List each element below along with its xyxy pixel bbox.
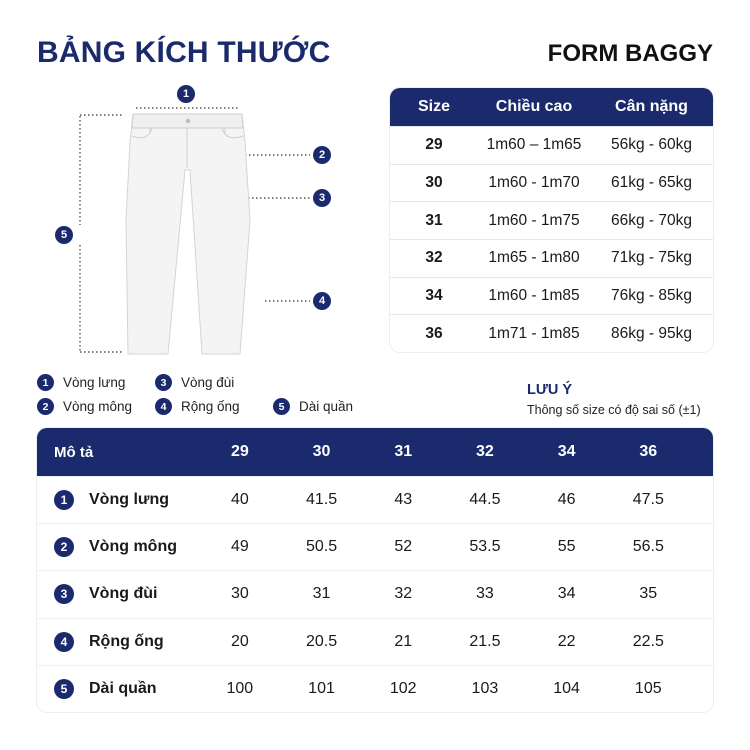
header-size-31: 31 (394, 443, 413, 460)
height-cell: 1m60 – 1m65 (486, 136, 582, 154)
table-row (390, 277, 713, 315)
legend-label: Vòng đùi (181, 375, 235, 390)
header-weight: Cân nặng (615, 98, 688, 115)
legend-marker: 3 (155, 374, 172, 391)
table-row (37, 665, 713, 712)
legend-label: Vòng mông (63, 399, 133, 414)
value-cell: 21 (394, 632, 413, 650)
marker-5: 5 (55, 226, 73, 244)
row-label: Vòng lưng (89, 491, 170, 509)
table-row (390, 164, 713, 202)
header-size-30: 30 (312, 443, 331, 460)
legend-item-thigh (155, 374, 234, 391)
row-label: Dài quần (89, 679, 157, 697)
value-cell: 22 (557, 632, 576, 650)
value-cell: 49 (230, 538, 249, 556)
row-marker: 4 (54, 632, 74, 652)
measurement-table-header (37, 428, 713, 476)
value-cell: 21.5 (469, 632, 501, 650)
size-table-header (390, 88, 713, 126)
legend-item-leg-opening (155, 398, 240, 415)
size-cell: 36 (425, 324, 443, 342)
table-row (37, 570, 713, 617)
value-cell: 43 (394, 491, 413, 509)
table-row (37, 618, 713, 665)
legend-marker: 4 (155, 398, 172, 415)
header-height: Chiều cao (495, 98, 573, 115)
value-cell: 104 (553, 679, 580, 697)
pants-illustration (40, 80, 340, 370)
value-cell: 101 (308, 679, 335, 697)
size-cell: 30 (425, 174, 443, 192)
value-cell: 35 (639, 585, 658, 603)
row-description (37, 584, 199, 604)
legend-item-hip (37, 398, 132, 415)
row-description (37, 537, 199, 557)
size-cell: 32 (425, 249, 443, 267)
value-cell: 30 (230, 585, 249, 603)
value-cell: 31 (312, 585, 331, 603)
row-label: Vòng mông (89, 538, 177, 556)
weight-cell: 86kg - 95kg (611, 324, 692, 342)
row-label: Vòng đùi (89, 585, 158, 603)
row-label: Rộng ống (89, 632, 164, 650)
value-cell: 46 (557, 491, 576, 509)
note-text: Thông số size có độ sai số (±1) (527, 403, 701, 417)
value-cell: 53.5 (469, 538, 501, 556)
value-cell: 20 (230, 632, 249, 650)
weight-cell: 76kg - 85kg (611, 287, 692, 305)
legend-label: Rộng ống (181, 399, 240, 414)
height-cell: 1m60 - 1m85 (488, 287, 580, 305)
table-row (390, 314, 713, 352)
table-row (390, 201, 713, 239)
value-cell: 33 (476, 585, 494, 603)
marker-4: 4 (313, 292, 331, 310)
value-cell: 103 (471, 679, 499, 697)
legend-label: Vòng lưng (63, 375, 126, 390)
legend-item-length (273, 398, 353, 415)
value-cell: 55 (557, 538, 576, 556)
row-description (37, 490, 199, 510)
header-description: Mô tả (54, 443, 94, 461)
note-title: LƯU Ý (527, 382, 573, 398)
table-row (390, 239, 713, 277)
row-marker: 3 (54, 584, 74, 604)
form-label: FORM BAGGY (547, 40, 713, 67)
value-cell: 105 (634, 679, 662, 697)
value-cell: 40 (230, 491, 249, 509)
page-title: BẢNG KÍCH THƯỚC (37, 36, 331, 69)
table-row (37, 523, 713, 570)
row-description (37, 679, 199, 699)
measurement-table (37, 428, 713, 712)
weight-cell: 66kg - 70kg (611, 211, 692, 229)
legend-marker: 1 (37, 374, 54, 391)
row-marker: 2 (54, 537, 74, 557)
header-size-29: 29 (230, 443, 249, 460)
table-row (390, 126, 713, 164)
legend-label: Dài quần (299, 399, 354, 414)
weight-cell: 71kg - 75kg (611, 249, 692, 267)
weight-cell: 56kg - 60kg (611, 136, 692, 154)
value-cell: 52 (394, 538, 413, 556)
value-cell: 50.5 (305, 538, 338, 556)
value-cell: 102 (389, 679, 417, 697)
header-size-32: 32 (476, 443, 494, 460)
header-size-36: 36 (639, 443, 658, 460)
height-cell: 1m60 - 1m75 (488, 211, 580, 229)
row-marker: 1 (54, 490, 74, 510)
value-cell: 22.5 (632, 632, 664, 650)
marker-1: 1 (177, 85, 195, 103)
value-cell: 41.5 (305, 491, 338, 509)
table-row (37, 476, 713, 523)
value-cell: 34 (557, 585, 576, 603)
height-cell: 1m71 - 1m85 (488, 324, 580, 342)
marker-3: 3 (313, 189, 331, 207)
value-cell: 32 (394, 585, 413, 603)
value-cell: 44.5 (469, 491, 501, 509)
value-cell: 47.5 (632, 491, 664, 509)
weight-cell: 61kg - 65kg (611, 174, 692, 192)
pants-diagram (40, 80, 340, 370)
row-marker: 5 (54, 679, 74, 699)
legend-marker: 2 (37, 398, 54, 415)
size-table (390, 88, 713, 352)
value-cell: 20.5 (305, 632, 338, 650)
size-cell: 29 (425, 136, 443, 154)
header-size: Size (417, 98, 450, 115)
value-cell: 100 (226, 679, 254, 697)
marker-2: 2 (313, 146, 331, 164)
legend-marker: 5 (273, 398, 290, 415)
height-cell: 1m60 - 1m70 (488, 174, 580, 192)
size-cell: 31 (425, 211, 443, 229)
value-cell: 56.5 (632, 538, 664, 556)
legend-item-waist (37, 374, 125, 391)
row-description (37, 632, 199, 652)
height-cell: 1m65 - 1m80 (488, 249, 580, 267)
header-size-34: 34 (557, 443, 576, 460)
size-cell: 34 (425, 287, 443, 305)
